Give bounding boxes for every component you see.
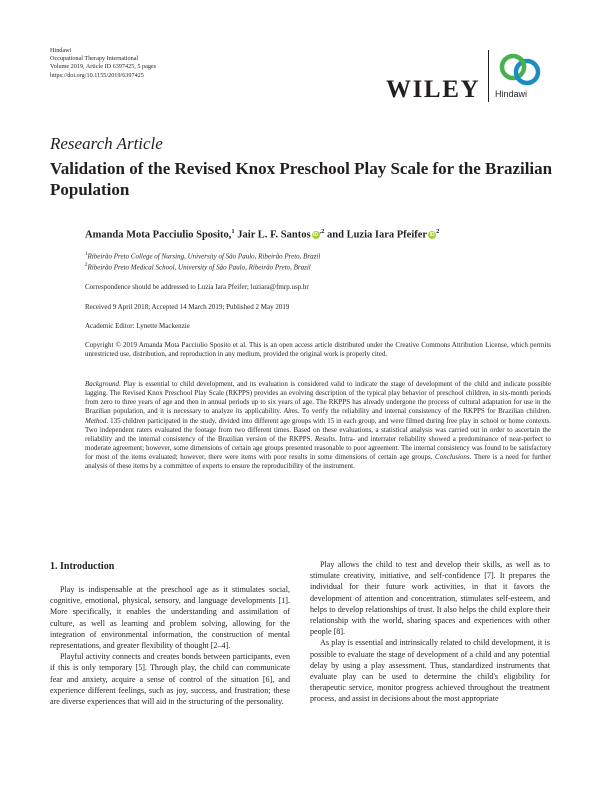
journal-name: Occupational Therapy International bbox=[50, 55, 139, 63]
abstract bbox=[85, 380, 551, 472]
affiliation-text: Ribeirão Preto College of Nursing, University of São Paulo, Ribeirão Preto, Brazil bbox=[87, 252, 321, 261]
abstract-aims: . To verify the reliability and internal consistency of the RKPPS for Brazilian children. bbox=[297, 407, 552, 416]
author-name[interactable]: Amanda Mota Pacciulio Sposito, bbox=[85, 229, 232, 241]
paragraph: Playful activity connects and creates bonds between participants, even if this is only temporary [5]. Through play, the child can communicate fear and anxiety, acquire a sense of control of the situation [6], and experience different feelings, such as joy, success, and frustration; these are diverse experiences that will aid in the structuring of the personality. bbox=[50, 652, 290, 707]
body-column-right bbox=[310, 559, 550, 705]
hindawi-logo-text: Hindawi bbox=[495, 89, 528, 99]
publisher-line: Hindawi bbox=[50, 47, 72, 54]
affiliation bbox=[85, 263, 311, 271]
abstract-results: . Intra- and interrater reliability showed a predominance of near-perfect to moderate agreement; however, some dimensions of certain age groups presented reasonable to poor agreement. The internal consistency was found to be satisfactory for most of the items evaluated; however, there were items with poor results in some dimensions of certain age groups. bbox=[85, 434, 551, 462]
abstract-label-conclusions: Conclusions bbox=[435, 453, 470, 462]
author-list bbox=[85, 228, 439, 241]
paragraph: Play is indispensable at the preschool age as it stimulates social, cognitive, emotional, physical, sensory, and language developments [1]. More specifically, it enables the understanding and assimilation of culture, as well as learning and problem solving, allowing for the integration of environmental information, the construction of mental representations, and greater flexibility of thought [2–4]. bbox=[50, 585, 290, 651]
abstract-label-background: Background bbox=[85, 380, 119, 388]
orcid-icon[interactable]: iD bbox=[313, 232, 319, 239]
author-affil-mark: ,2 bbox=[319, 228, 325, 235]
body-column-left bbox=[50, 584, 290, 707]
affiliation-number: 1 bbox=[85, 252, 88, 257]
paragraph: Play allows the child to test and develop their skills, as well as to stimulate creativity, initiative, and self-confidence [7]. It prepares the individual for their future work activities, in that it favors the development of attention and concentration, stimulates self-esteem, and helps to develop relationships of trust. It also helps the child explore their relationship with the world, sharing spaces and experiences with other people [8]. bbox=[310, 560, 550, 637]
paragraph: As play is essential and intrinsically related to child development, it is possible to evaluate the stage of development of a child and any potential delay by using a play assessment. Thus, standardized instruments that evaluate play can be used to determine the child's eligibility for therapeutic service, monitor progress achieved throughout the treatment process, and assist in decisions about the most appropriate bbox=[310, 638, 550, 704]
affiliation-number: 2 bbox=[85, 263, 88, 268]
logo-divider bbox=[488, 50, 489, 102]
article-title: Validation of the Revised Knox Preschool Play Scale for the Brazilian Population bbox=[50, 159, 553, 199]
author-name[interactable]: and Luzia Iara Pfeifer bbox=[327, 229, 428, 241]
volume-info: Volume 2019, Article ID 6397425, 5 pages bbox=[50, 63, 157, 71]
correspondence: Correspondence should be addressed to Luzia Iara Pfeifer; luziara@fmrp.usp.br bbox=[85, 283, 309, 291]
affiliation bbox=[85, 252, 320, 260]
affiliation-text: Ribeirão Preto Medical School, University of São Paulo, Ribeirão Preto, Brazil bbox=[87, 263, 311, 272]
abstract-label-method: Method bbox=[85, 416, 107, 425]
doi-link[interactable]: https://doi.org/10.1155/2019/6397425 bbox=[50, 71, 144, 79]
author-affil-mark: 1 bbox=[231, 228, 235, 235]
abstract-label-aims: Aims bbox=[283, 407, 298, 416]
abstract-label-results: Results bbox=[314, 434, 336, 443]
abstract-conclusions: . There is a need for further analysis of these items by a committee of experts to ensure the reproducibility of the instrument. bbox=[85, 453, 551, 471]
author-affil-mark: 2 bbox=[436, 228, 440, 235]
article-dates: Received 9 April 2018; Accepted 14 March 2019; Published 2 May 2019 bbox=[85, 303, 290, 311]
academic-editor: Academic Editor: Lynette Mackenzie bbox=[85, 322, 190, 330]
copyright-notice: Copyright © 2019 Amanda Mota Pacciulio Sposito et al. This is an open access article distributed under the Creative Commons Attribution License, which permits unrestricted use, distribution, and reproduction in any medium, provided the original work is properly cited. bbox=[85, 341, 551, 359]
abstract-background: . Play is essential to child development, and its evaluation is considered valid to indicate the stage of development of the child and indicate possible lagging. The Revised Knox Preschool Play Scale (RKPPS) provides an evolving description of the typical play behavior of preschool children, in six-month periods from zero to three years of age and then in annual periods up to six years of age. The RKPPS has already undergone the process of cultural adaptation for use in the Brazilian population, and it is necessary to analyze its applicability. bbox=[85, 380, 551, 416]
article-type: Research Article bbox=[50, 134, 163, 153]
abstract-method: . 135 children participated in the study, divided into different age groups with 15 in each group, and were filmed during free play in school or home contexts. Two independent raters evaluated the footage from two different times. Based on these evaluations, a statistical analysis was carried out in order to ascertain the reliability and the internal consistency of the Brazilian version of the RKPPS. bbox=[85, 416, 551, 443]
wiley-logo: WILEY bbox=[386, 76, 481, 103]
journal-header bbox=[50, 47, 156, 80]
author-name[interactable]: Jair L. F. Santos bbox=[237, 229, 311, 241]
hindawi-rings-icon bbox=[498, 51, 542, 88]
section-heading: 1. Introduction bbox=[50, 561, 115, 572]
orcid-icon[interactable]: iD bbox=[429, 232, 435, 239]
